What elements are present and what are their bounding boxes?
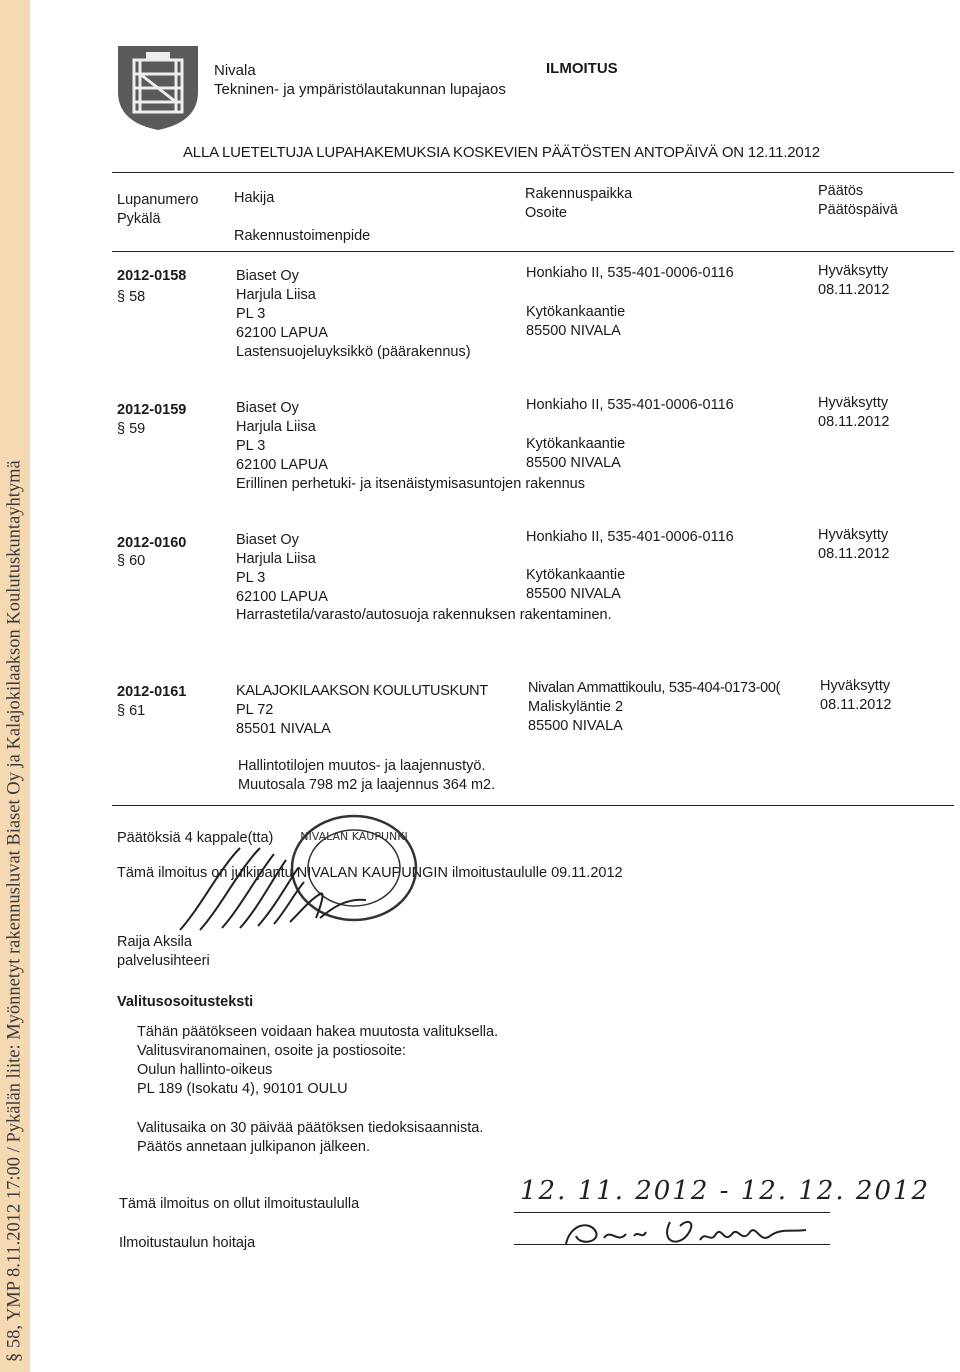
col-header-site: Rakennuspaikka (525, 186, 633, 202)
entry-section: § 60 (117, 553, 146, 569)
entry-applicant-line: Harjula Liisa (236, 551, 316, 567)
decision-count: Päätöksiä 4 kappale(tta) (117, 830, 274, 846)
coat-of-arms-icon (116, 44, 200, 132)
divider-header (112, 251, 954, 252)
entry-measure: Harrastetila/varasto/autosuoja rakennuksen rakentaminen. (236, 607, 612, 623)
side-margin-text: § 58, YMP 8.11.2012 17:00 / Pykälän liite: Myönnetyt rakennusluvat Biaset Oy ja Kalajokilaakson Koulutuskuntayhtymä (4, 460, 25, 1362)
org-unit: Tekninen- ja ympäristölautakunnan lupajaos (214, 81, 506, 98)
entry-date: 08.11.2012 (818, 282, 890, 298)
entry-address-line: 85500 NIVALA (526, 323, 621, 339)
entry-number: 2012-0159 (117, 402, 187, 418)
entry-decision: Hyväksytty (818, 395, 889, 411)
entry-decision: Hyväksytty (818, 263, 889, 279)
entry-decision: Hyväksytty (818, 527, 889, 543)
entry-number: 2012-0161 (117, 684, 187, 700)
col-header-applicant: Hakija (234, 190, 275, 206)
entry-decision: Hyväksytty (820, 678, 891, 694)
entry-site: Honkiaho II, 535-401-0006-0116 (526, 529, 734, 545)
board-underline (514, 1212, 830, 1213)
entry-applicant-line: 62100 LAPUA (236, 589, 328, 605)
entry-applicant-line: Biaset Oy (236, 268, 299, 284)
entry-section: § 59 (117, 421, 146, 437)
keeper-signature-icon (560, 1214, 820, 1254)
col-header-decision: Päätös (818, 183, 864, 199)
keeper-label: Ilmoitustaulun hoitaja (119, 1235, 256, 1251)
entry-applicant-line: KALAJOKILAAKSON KOULUTUSKUNT (236, 683, 488, 699)
col-header-measure: Rakennustoimenpide (234, 228, 371, 244)
appeal-line: Päätös annetaan julkipanon jälkeen. (137, 1139, 370, 1155)
svg-text:NIVALAN KAUPUNKI: NIVALAN KAUPUNKI (300, 830, 408, 843)
appeal-line: Tähän päätökseen voidaan hakea muutosta valituksella. (137, 1024, 499, 1040)
org-name: Nivala (214, 62, 256, 79)
appeal-line: Valitusviranomainen, osoite ja postiosoite: (137, 1043, 406, 1059)
entry-applicant-line: PL 3 (236, 306, 266, 322)
signature-icon (170, 838, 400, 938)
col-header-section: Pykälä (117, 211, 161, 227)
entry-applicant-line: 62100 LAPUA (236, 457, 328, 473)
appeal-line: Valitusaika on 30 päivää päätöksen tiedoksisaannista. (137, 1120, 484, 1136)
entry-measure: Hallintotilojen muutos- ja laajennustyö. (238, 758, 486, 774)
entry-date: 08.11.2012 (818, 546, 890, 562)
entry-applicant-line: 62100 LAPUA (236, 325, 328, 341)
entry-number: 2012-0160 (117, 535, 187, 551)
entry-applicant-line: PL 3 (236, 438, 266, 454)
entry-address-line: Kytökankaantie (526, 436, 626, 452)
col-header-number: Lupanumero (117, 192, 199, 208)
appeal-line: Oulun hallinto-oikeus (137, 1062, 273, 1078)
handwritten-dates: 12. 11. 2012 - 12. 12. 2012 (520, 1176, 931, 1206)
entry-address-line: 85500 NIVALA (526, 586, 621, 602)
entry-number: 2012-0158 (117, 268, 187, 284)
posting-notice: Tämä ilmoitus on julkipantu NIVALAN KAUPUNGIN ilmoitustaululle 09.11.2012 (117, 865, 623, 881)
entry-site: Nivalan Ammattikoulu, 535-404-0173-00( (528, 680, 781, 696)
entry-applicant-line: Harjula Liisa (236, 419, 316, 435)
divider-top (112, 172, 954, 173)
entry-applicant-line: Biaset Oy (236, 400, 299, 416)
entry-address-line: 85500 NIVALA (526, 455, 621, 471)
entry-section: § 58 (117, 289, 146, 305)
entry-applicant-line: Biaset Oy (236, 532, 299, 548)
entry-applicant-line: Harjula Liisa (236, 287, 316, 303)
entry-measure: Erillinen perhetuki- ja itsenäistymisasuntojen rakennus (236, 476, 585, 492)
entry-applicant-line: PL 72 (236, 702, 274, 718)
entry-site: Honkiaho II, 535-401-0006-0116 (526, 265, 734, 281)
page-subtitle: ALLA LUETELTUJA LUPAHAKEMUKSIA KOSKEVIEN PÄÄTÖSTEN ANTOPÄIVÄ ON 12.11.2012 (183, 144, 820, 161)
entry-section: § 61 (117, 703, 146, 719)
divider-footer (112, 805, 954, 806)
board-label: Tämä ilmoitus on ollut ilmoitustaululla (119, 1196, 360, 1212)
entry-address-line: 85500 NIVALA (528, 718, 623, 734)
entry-site: Honkiaho II, 535-401-0006-0116 (526, 397, 734, 413)
signer-name: Raija Aksila (117, 934, 192, 950)
signer-title: palvelusihteeri (117, 953, 210, 969)
doc-type: ILMOITUS (546, 60, 618, 77)
entry-applicant-line: PL 3 (236, 570, 266, 586)
entry-address-line: Kytökankaantie (526, 567, 626, 583)
appeal-heading: Valitusosoitusteksti (117, 994, 254, 1010)
entry-measure-detail: Muutosala 798 m2 ja laajennus 364 m2. (238, 777, 496, 793)
col-header-address: Osoite (525, 205, 567, 221)
entry-date: 08.11.2012 (818, 414, 890, 430)
appeal-line: PL 189 (Isokatu 4), 90101 OULU (137, 1081, 348, 1097)
entry-date: 08.11.2012 (820, 697, 892, 713)
entry-address-line: Kytökankaantie (526, 304, 626, 320)
entry-measure: Lastensuojeluyksikkö (päärakennus) (236, 344, 471, 360)
entry-address-line: Maliskyläntie 2 (528, 699, 624, 715)
entry-applicant-line: 85501 NIVALA (236, 721, 331, 737)
col-header-date: Päätöspäivä (818, 202, 898, 218)
